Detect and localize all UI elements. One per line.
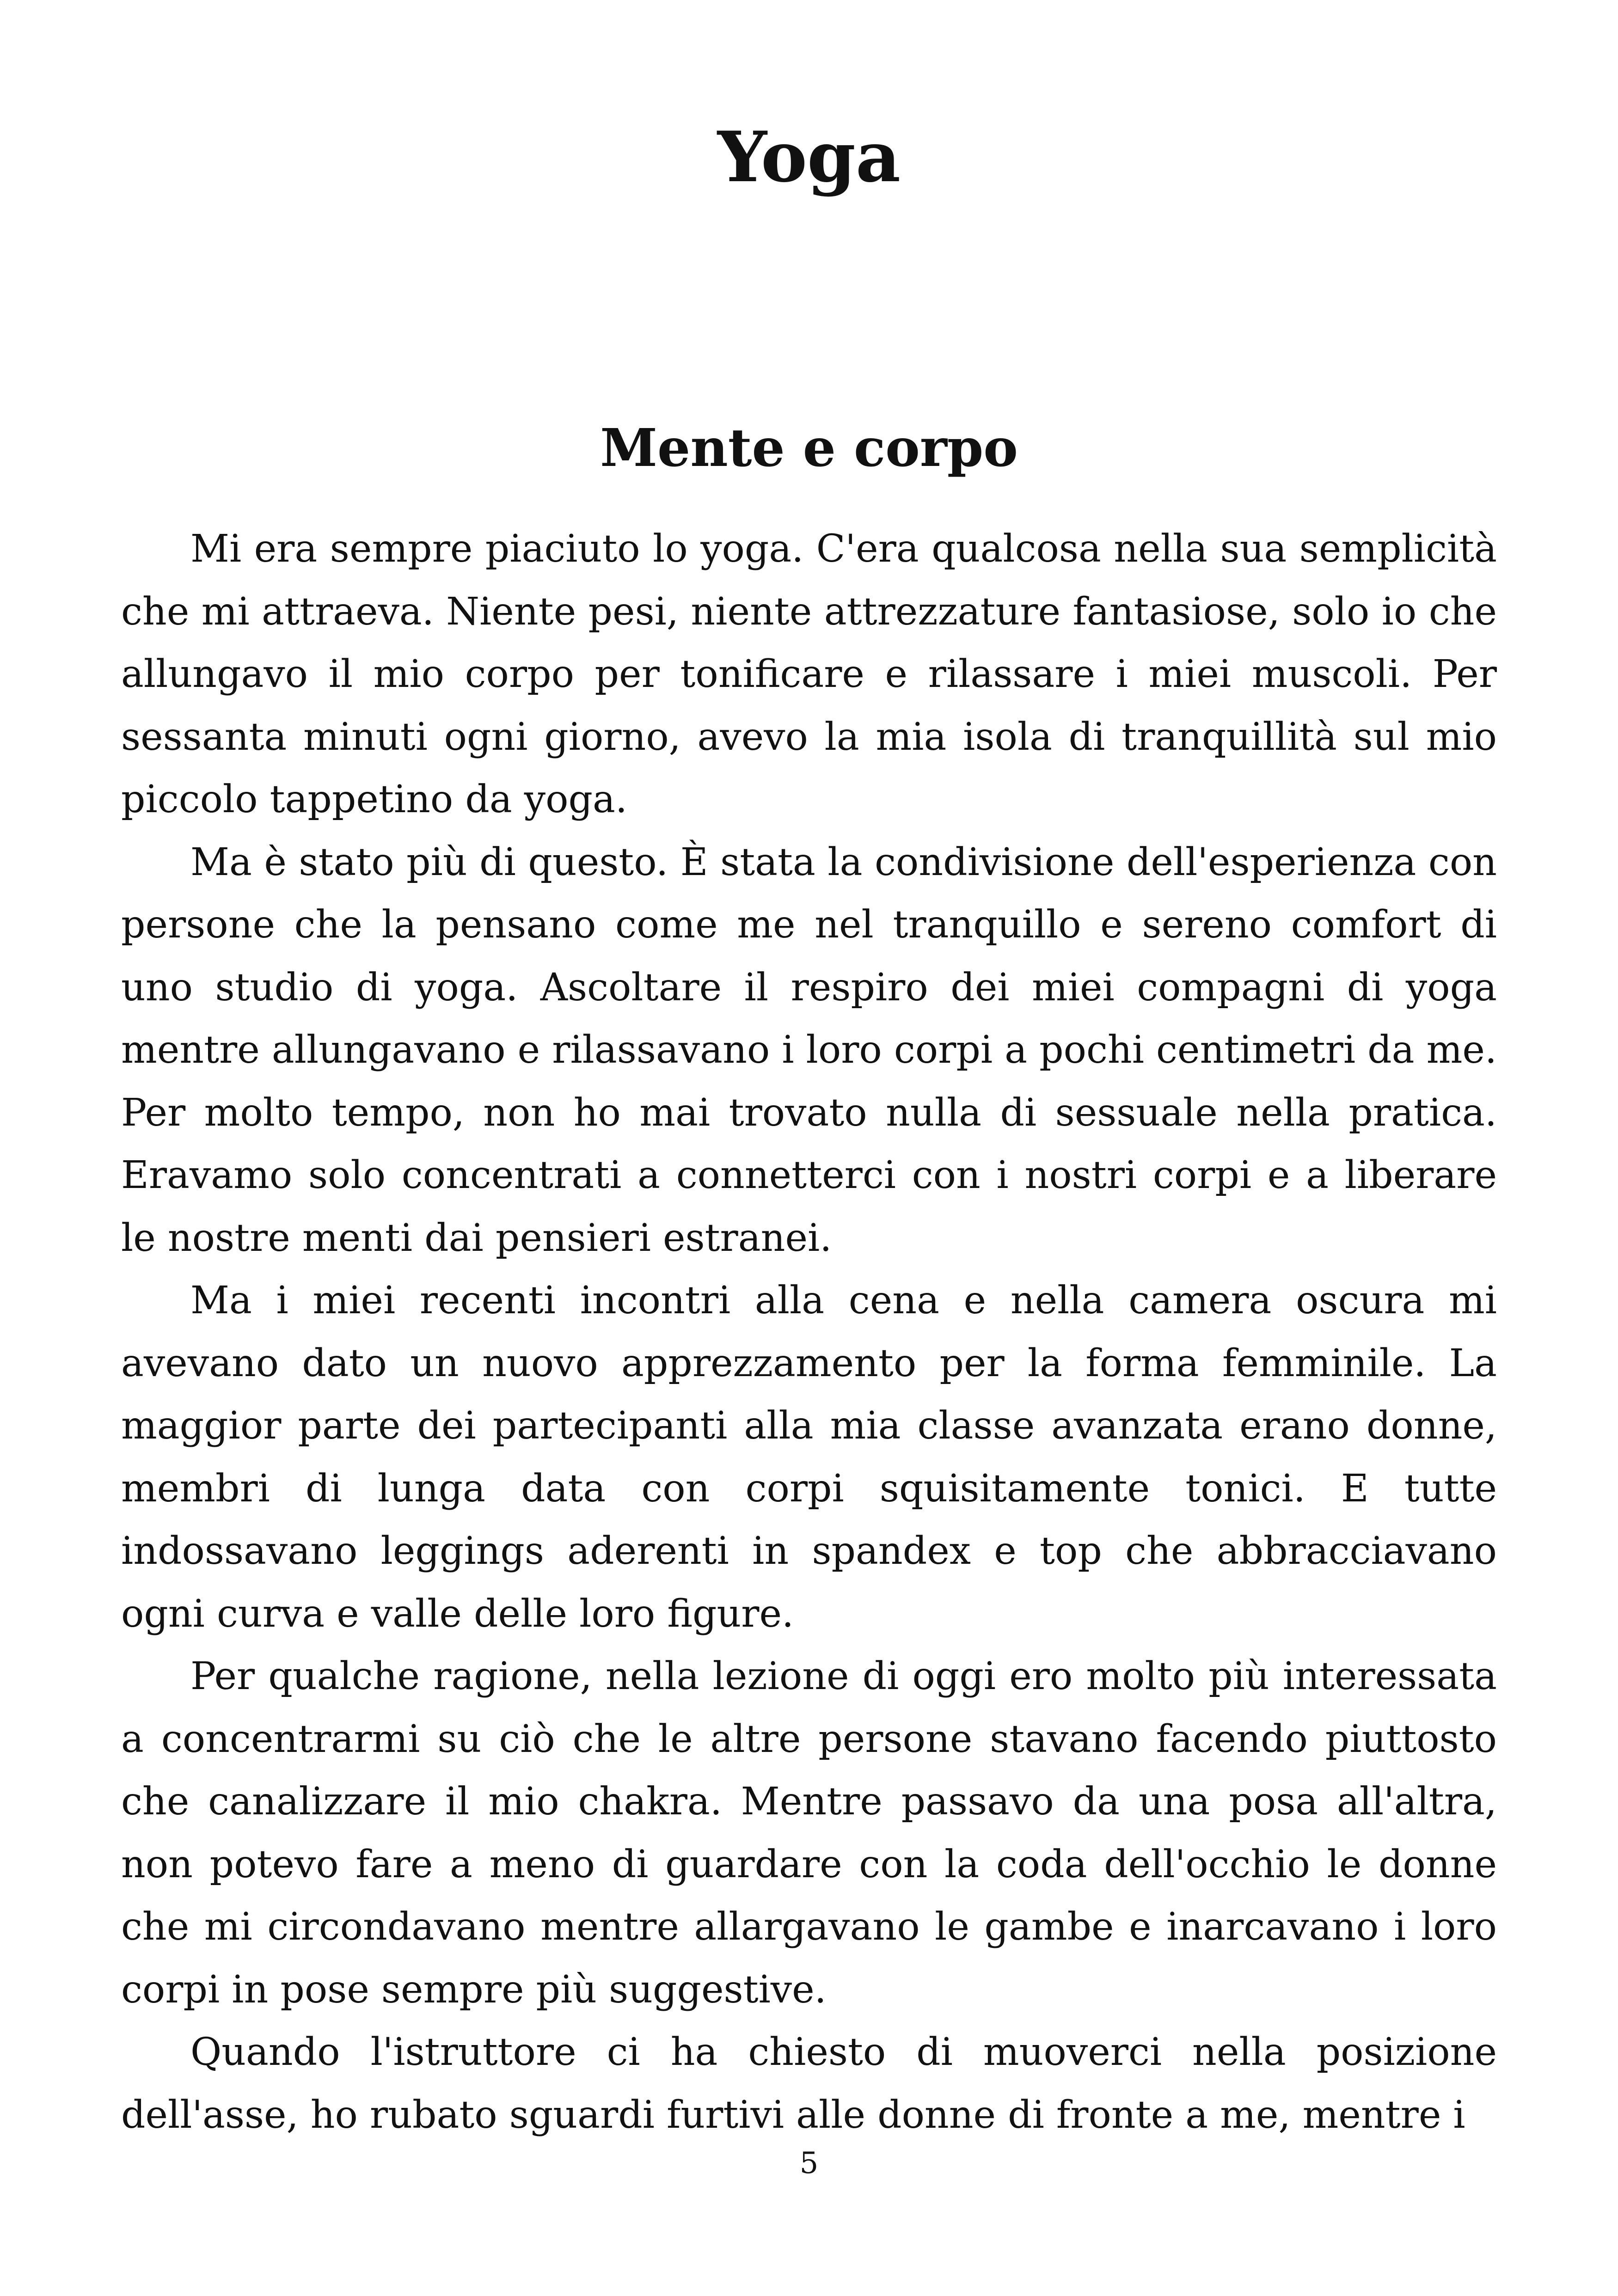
page-number: 5 [799,2146,819,2180]
body-text [121,518,1497,2146]
paragraph: Quando l'istruttore ci ha chiesto di muoverci nella posizione dell'asse, ho rubato sguardi furtivi alle donne di fronte a me, mentre i [121,2030,1497,2137]
paragraph: Mi era sempre piaciuto lo yoga. C'era qualcosa nella sua semplicità che mi attraeva. Niente pesi, niente attrezzature fantasiose, solo io che allungavo il mio corpo per tonificare e rilassare i miei muscoli. Per sessanta minuti ogni giorno, avevo la mia isola di tranquillità sul mio piccolo tappetino da yoga. [121,527,1497,821]
paragraph: Ma è stato più di questo. È stata la condivisione dell'esperienza con persone che la pensano come me nel tranquillo e sereno comfort di uno studio di yoga. Ascoltare il respiro dei miei compagni di yoga mentre allungavano e rilassavano i loro corpi a pochi centimetri da me. Per molto tempo, non ho mai trovato nulla di sessuale nella pratica. Eravamo solo concentrati a connetterci con i nostri corpi e a liberare le nostre menti dai pensieri estranei. [121,840,1497,1260]
section-title: Mente e corpo [600,418,1018,478]
paragraph: Ma i miei recenti incontri alla cena e nella camera oscura mi avevano dato un nuovo apprezzamento per la forma femminile. La maggior parte dei partecipanti alla mia classe avanzata erano donne, membri di lunga data con corpi squisitamente tonici. E tutte indossavano leggings aderenti in spandex e top che abbracciavano ogni curva e valle delle loro figure. [121,1279,1497,1636]
chapter-title: Yoga [717,116,901,198]
paragraph: Per qualche ragione, nella lezione di oggi ero molto più interessata a concentrarmi su ciò che le altre persone stavano facendo piuttosto che canalizzare il mio chakra. Mentre passavo da una posa all'altra, non potevo fare a meno di guardare con la coda dell'occhio le donne che mi circondavano mentre allargavano le gambe e inarcavano i loro corpi in pose sempre più suggestive. [121,1654,1497,2012]
